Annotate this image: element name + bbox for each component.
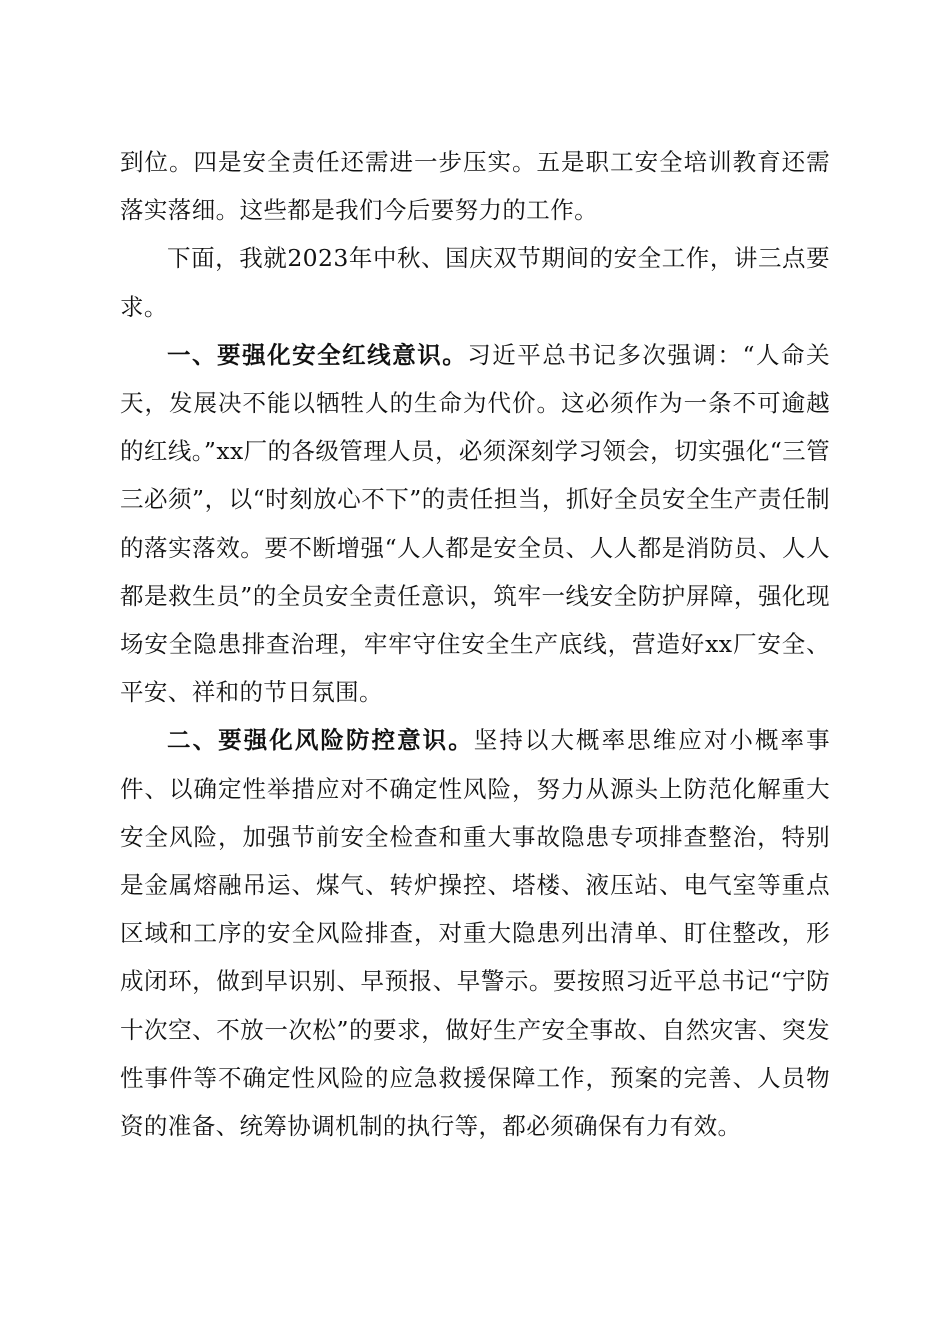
- paragraph-text: 坚持以大概率思维应对小概率事件、以确定性举措应对不确定性风险，努力从源头上防范化解重大安全风险，加强节前安全检查和重大事故隐患专项排查整治，特别是金属熔融吊运、煤气、转炉操控、塔楼、液压站、电气室等重点区域和工序的安全风险排查，对重大隐患列出清单、盯住整改，形成闭环，做到早识别、早预报、早警示。要按照习近平总书记“宁防十次空、不放一次松”的要求，做好生产安全事故、自然灾害、突发性事件等不确定性风险的应急救援保障工作，预案的完善、人员物资的准备、统筹协调机制的执行等，都必须确保有力有效。: [120, 726, 830, 1141]
- document-body: [120, 138, 830, 1150]
- paragraph-intro: [120, 234, 830, 330]
- paragraph-text: 到位。四是安全责任还需进一步压实。五是职工安全培训教育还需落实落细。这些都是我们今后要努力的工作。: [120, 148, 830, 225]
- paragraph-section-one: [120, 331, 830, 717]
- paragraph-text: 下面，我就2023年中秋、国庆双节期间的安全工作，讲三点要求。: [120, 244, 830, 321]
- paragraph-continuation: [120, 138, 830, 234]
- section-heading: 一、要强化安全红线意识。: [167, 340, 468, 369]
- section-heading: 二、要强化风险防控意识。: [167, 726, 474, 755]
- paragraph-section-two: [120, 716, 830, 1150]
- paragraph-text: 习近平总书记多次强调：“人命关天，发展决不能以牺牲人的生命为代价。这必须作为一条不可逾越的红线。”xx厂的各级管理人员，必须深刻学习领会，切实强化“三管三必须”，以“时刻放心不下”的责任担当，抓好全员安全生产责任制的落实落效。要不断增强“人人都是安全员、人人都是消防员、人人都是救生员”的全员安全责任意识，筑牢一线安全防护屏障，强化现场安全隐患排查治理，牢牢守住安全生产底线，营造好xx厂安全、平安、祥和的节日氛围。: [120, 340, 830, 707]
